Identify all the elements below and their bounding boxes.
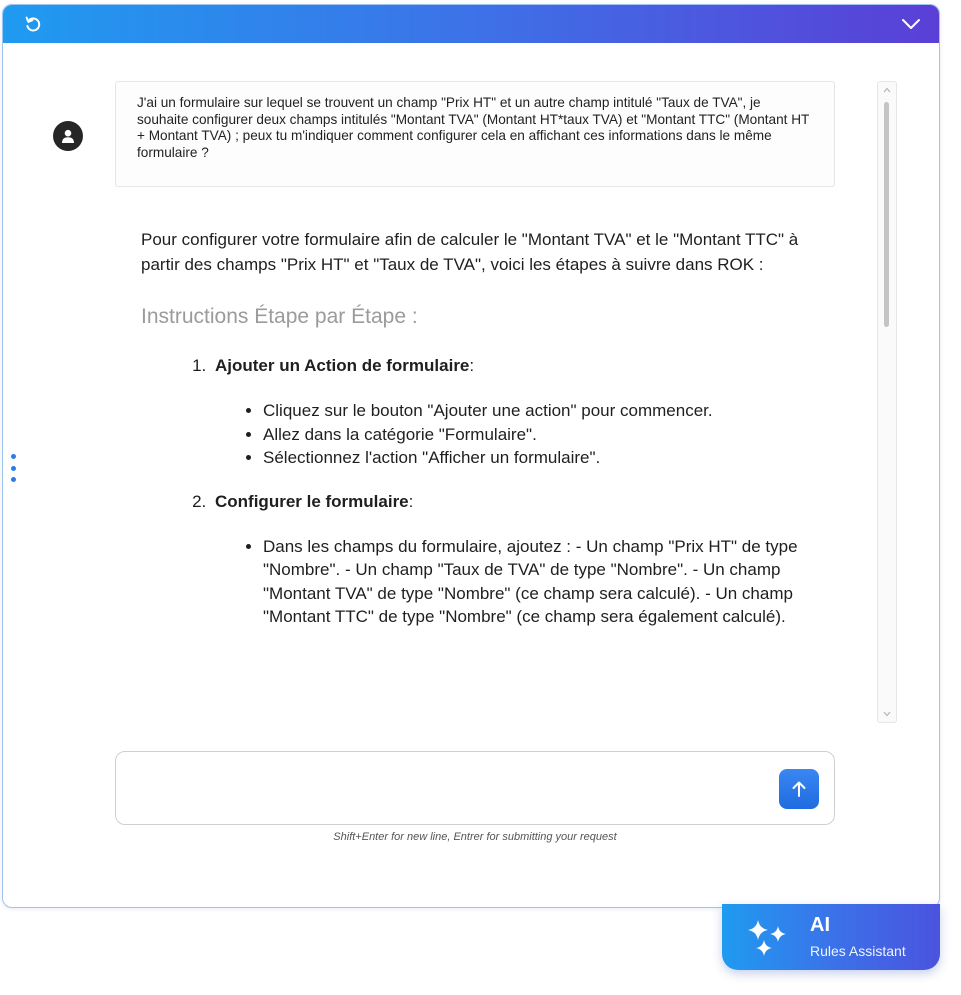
scroll-thumb[interactable] — [884, 102, 889, 327]
handle-dot — [11, 466, 16, 471]
panel-header — [3, 5, 939, 43]
refresh-button[interactable] — [19, 10, 47, 38]
bullet-item: • Sélectionnez l'action "Afficher un formulaire". — [263, 446, 831, 470]
user-message: J'ai un formulaire sur lequel se trouvent un champ "Prix HT" et un autre champ intitulé "Taux de TVA", je souhaite configurer deux champs intitulés "Montant TVA" (Montant HT*taux TVA) et "Montant TTC" (Montant HT + Montant TVA) ; peux tu m'indiquer comment configurer cela en affichant ces informations dans le même formulaire ? — [115, 81, 835, 187]
steps-list — [141, 353, 831, 629]
handle-dot — [11, 454, 16, 459]
answer-heading: Instructions Étape par Étape : — [141, 305, 418, 328]
step-item — [211, 489, 831, 629]
step-title: Configurer le formulaire — [215, 491, 409, 511]
step-item — [211, 353, 831, 470]
handle-dot — [11, 477, 16, 482]
step-bullets — [215, 399, 831, 470]
ai-button-subtitle: Rules Assistant — [810, 943, 906, 959]
answer-intro: Pour configurer votre formulaire afin de calculer le "Montant TVA" et le "Montant TTC" à partir des champs "Prix HT" et "Taux de TVA", voici les étapes à suivre dans ROK : — [141, 230, 799, 274]
chat-scrollbar[interactable] — [877, 81, 897, 723]
bullet-item: • Cliquez sur le bouton "Ajouter une action" pour commencer. — [263, 399, 831, 423]
assistant-panel — [2, 4, 940, 908]
step-title: Ajouter un Action de formulaire — [215, 356, 470, 375]
ai-button-title: AI — [810, 914, 830, 936]
composer-hint: Shift+Enter for new line, Entrer for submitting your request — [333, 831, 617, 843]
user-avatar — [53, 121, 83, 151]
collapse-button[interactable] — [897, 10, 925, 38]
chevron-down-small-icon — [883, 711, 891, 717]
user-icon — [60, 128, 76, 144]
scroll-down-button[interactable] — [878, 708, 896, 720]
arrow-up-icon — [791, 780, 807, 798]
chevron-up-icon — [883, 87, 891, 93]
step-suffix: : — [469, 356, 475, 375]
step-bullets — [215, 535, 831, 629]
step-suffix: : — [408, 491, 414, 511]
sparkles-icon — [744, 916, 792, 958]
message-composer — [115, 751, 835, 825]
message-input[interactable] — [130, 764, 774, 816]
refresh-icon — [24, 15, 42, 33]
scroll-up-button[interactable] — [878, 84, 896, 96]
bullet-item: • Dans les champs du formulaire, ajoutez : - Un champ "Prix HT" de type "Nombre". - Un champ "Taux de TVA" de type "Nombre". - Un champ "Montant TVA" de type "Nombre" (ce champ sera calculé). - Un champ "Montant TTC" de type "Nombre" (ce champ sera également calculé). — [263, 535, 831, 629]
bullet-item: • Allez dans la catégorie "Formulaire". — [263, 423, 831, 447]
send-button[interactable] — [779, 769, 819, 809]
ai-rules-assistant-button[interactable] — [722, 904, 940, 970]
chevron-down-icon — [901, 17, 921, 31]
assistant-answer — [141, 227, 831, 648]
resize-handle[interactable] — [9, 454, 17, 482]
